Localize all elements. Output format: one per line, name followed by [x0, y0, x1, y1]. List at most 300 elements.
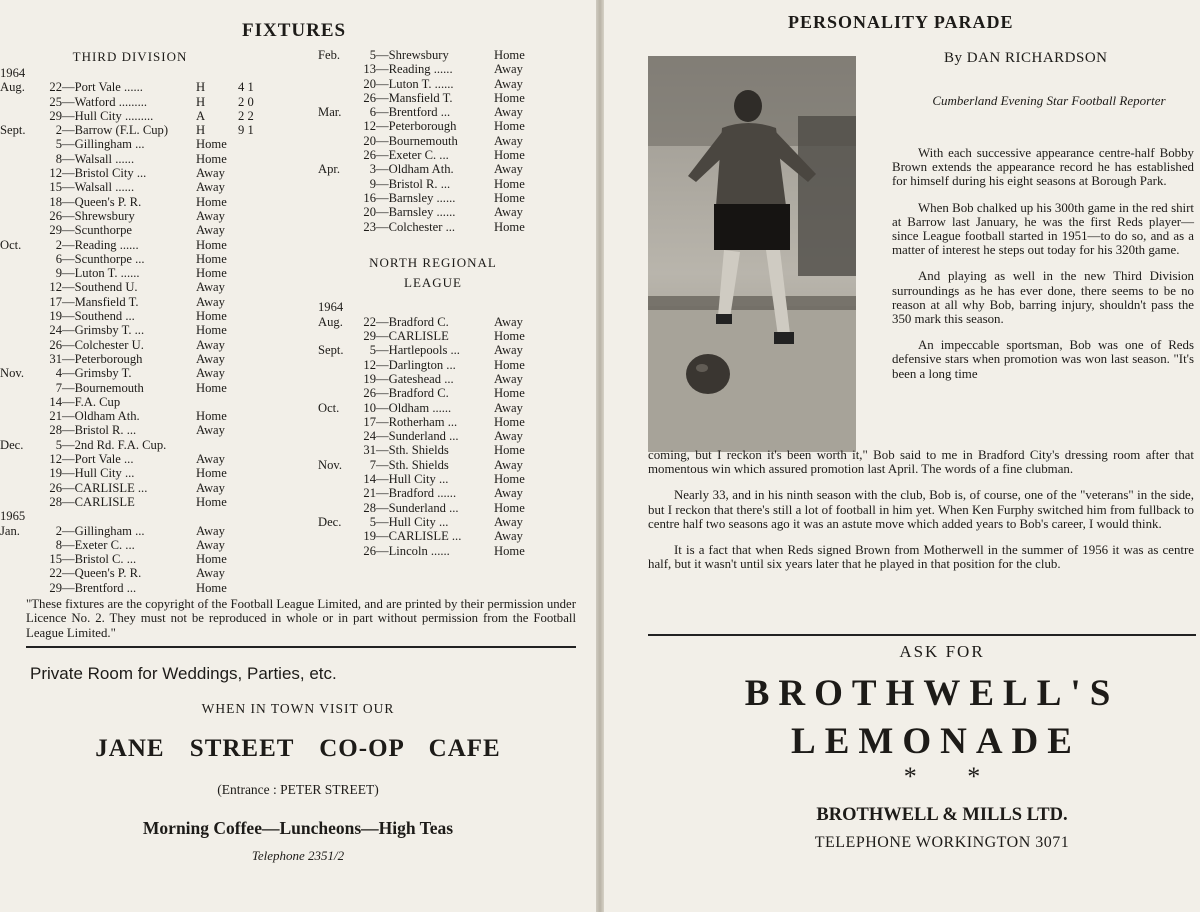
fixture-month — [318, 205, 354, 219]
fixture-month: Dec. — [318, 514, 342, 529]
fixture-row — [318, 486, 558, 500]
fixture-row — [0, 123, 300, 137]
fixture-venue: Home — [494, 48, 525, 62]
fixture-month — [0, 152, 36, 166]
fixture-result — [238, 538, 298, 552]
fixture-opponent: —Bristol R. ... — [376, 176, 451, 191]
fixture-opponent: —Hull City ... — [376, 514, 449, 529]
fixture-month — [318, 415, 354, 429]
fixture-venue: Away — [494, 162, 523, 177]
fixture-day: 12 — [363, 119, 376, 134]
fixture-opponent: —Queen's P. R. — [62, 566, 142, 581]
article-title: PERSONALITY PARADE — [788, 12, 1014, 32]
fixture-month — [0, 252, 36, 266]
fixture-opponent: —Exeter C. ... — [62, 537, 135, 552]
north-regional-list — [318, 300, 558, 557]
fixture-venue — [196, 438, 234, 452]
fixture-venue: Away — [196, 423, 225, 438]
left-page — [0, 0, 596, 912]
fixture-row — [0, 195, 300, 209]
fixture-row — [318, 48, 558, 62]
fixture-opponent: —Peterborough — [376, 119, 457, 134]
fixture-row — [318, 220, 558, 234]
fixture-day: 31 — [363, 443, 376, 458]
fixture-month: Dec. — [0, 437, 24, 452]
fixture-opponent: —Rotherham ... — [376, 414, 458, 429]
fixture-result — [238, 66, 298, 80]
fixture-row — [318, 77, 558, 91]
fixture-row — [318, 119, 558, 133]
fixture-month — [0, 195, 36, 209]
fixture-opponent: —Bradford C. — [376, 314, 449, 329]
fixture-opponent: —Gateshead ... — [376, 371, 454, 386]
fixture-row — [318, 177, 558, 191]
fixture-result — [238, 509, 298, 523]
fixture-row — [318, 148, 558, 162]
fixture-venue: Away — [196, 180, 225, 195]
divider-rule-right — [648, 634, 1196, 636]
fixture-month: 1964 — [318, 300, 344, 315]
fixture-day: 22 — [49, 566, 62, 581]
fixture-result — [238, 180, 298, 194]
fixture-row — [0, 295, 300, 309]
fixture-result — [238, 524, 298, 538]
fixture-venue — [494, 300, 538, 314]
fixture-month — [0, 352, 36, 366]
fixture-opponent: —CARLISLE ... — [62, 480, 148, 495]
fixture-row — [0, 423, 300, 437]
fixture-month — [0, 323, 36, 337]
fixture-opponent: —Bournemouth — [62, 380, 144, 395]
fixture-venue: Away — [196, 166, 225, 181]
fixture-opponent: —CARLISLE ... — [376, 529, 462, 544]
fixture-row — [318, 358, 558, 372]
fixture-day: 28 — [49, 494, 62, 509]
fixture-venue: Home — [494, 543, 525, 558]
fixture-day: 19 — [49, 466, 62, 481]
fixture-row — [0, 538, 300, 552]
fixture-venue: Home — [494, 443, 525, 458]
fixture-opponent: —Gillingham ... — [62, 137, 145, 152]
fixture-row — [318, 62, 558, 76]
fixture-result: 2 0 — [238, 94, 254, 109]
fixture-opponent: —Brentford ... — [376, 105, 451, 120]
fixture-result — [238, 195, 298, 209]
fixture-result — [238, 223, 298, 237]
fixture-venue — [196, 66, 234, 80]
fixture-opponent: —Exeter C. ... — [376, 148, 449, 163]
spring-fixtures-column — [318, 48, 558, 558]
fixture-venue: Away — [494, 457, 523, 472]
fixture-day: 28 — [363, 500, 376, 515]
fixture-opponent: —Grimsby T. — [62, 366, 132, 381]
player-photo — [648, 56, 856, 452]
fixture-month — [0, 137, 36, 151]
fixture-day — [354, 300, 376, 314]
fixture-day: 15 — [49, 180, 62, 195]
fixture-venue: Away — [494, 514, 523, 529]
fixture-venue: Away — [494, 429, 523, 444]
fixture-row — [0, 223, 300, 237]
fixture-day: 6 — [55, 251, 62, 266]
fixture-day: 9 — [369, 176, 376, 191]
fixture-day: 29 — [49, 223, 62, 238]
fixture-day: 17 — [363, 414, 376, 429]
fixture-venue: Home — [196, 266, 227, 281]
fixture-day: 8 — [55, 537, 62, 552]
fixture-venue: Away — [494, 105, 523, 120]
fixture-opponent — [62, 66, 196, 80]
fixture-opponent: —Luton T. ...... — [62, 266, 140, 281]
fixture-opponent — [376, 300, 494, 314]
fixture-day: 29 — [49, 108, 62, 123]
fixture-row — [318, 91, 558, 105]
fixture-row — [0, 280, 300, 294]
fixture-row — [0, 381, 300, 395]
company-name: BROTHWELL & MILLS LTD. — [816, 805, 1068, 825]
fixture-row — [318, 515, 558, 529]
fixture-row — [318, 472, 558, 486]
fixture-row — [318, 386, 558, 400]
fixture-row — [0, 566, 300, 580]
fixture-opponent: —Colchester ... — [376, 219, 456, 234]
fixture-day: 5 — [369, 514, 376, 529]
fixture-result — [238, 280, 298, 294]
fixture-row — [318, 343, 558, 357]
fixture-result — [238, 152, 298, 166]
fixture-venue: Home — [494, 219, 525, 234]
fixture-row — [0, 509, 300, 523]
fixture-row — [0, 309, 300, 323]
fixture-day: 24 — [363, 429, 376, 444]
fixture-result: 2 2 — [238, 108, 254, 123]
fixture-opponent: —Peterborough — [62, 351, 143, 366]
fixture-month — [0, 423, 36, 437]
fixture-opponent: —Sth. Shields — [376, 457, 449, 472]
fixture-result — [238, 409, 298, 423]
fixture-venue: Away — [494, 529, 523, 544]
fixture-month: Oct. — [0, 237, 22, 252]
fixture-row — [0, 266, 300, 280]
fixture-day: 18 — [49, 194, 62, 209]
paragraph-1: With each successive appearance centre-half Bobby Brown extends the appearance record he has established for himself during his eight seasons at Borough Park. — [892, 146, 1194, 189]
fixture-row — [0, 409, 300, 423]
fixture-opponent: —Oldham Ath. — [62, 409, 140, 424]
fixture-venue: Home — [196, 380, 227, 395]
fixture-day: 2 — [55, 237, 62, 252]
fixture-row — [318, 544, 558, 558]
fixture-row — [318, 529, 558, 543]
fixture-venue: Away — [196, 337, 225, 352]
fixture-opponent: —Watford ......... — [62, 94, 148, 109]
spring-fixtures-list — [318, 48, 558, 234]
fixture-result — [238, 438, 298, 452]
fixture-opponent: —Scunthorpe ... — [62, 251, 145, 266]
fixture-opponent: —Shrewsbury — [376, 48, 449, 62]
fixture-venue: Away — [494, 343, 523, 358]
fixture-venue: Away — [196, 537, 225, 552]
fixture-venue: Home — [494, 414, 525, 429]
fixture-opponent: —Reading ...... — [62, 237, 139, 252]
fixture-month — [318, 177, 354, 191]
fixture-row — [0, 581, 300, 595]
private-room-text: Private Room for Weddings, Parties, etc. — [30, 664, 337, 683]
fixture-month — [318, 372, 354, 386]
fixture-day: 16 — [363, 190, 376, 205]
fixture-day: 5 — [369, 343, 376, 358]
fixture-venue: Away — [196, 351, 225, 366]
fixture-result — [238, 323, 298, 337]
fixture-opponent: —CARLISLE — [376, 329, 449, 344]
fixture-result — [238, 381, 298, 395]
fixture-venue: Away — [196, 523, 225, 538]
fixture-day: 10 — [363, 400, 376, 415]
fixture-opponent: —Mansfield T. — [62, 294, 139, 309]
fixture-row — [318, 443, 558, 457]
entrance-text: (Entrance : PETER STREET) — [217, 782, 379, 797]
fixture-day: 22 — [363, 314, 376, 329]
fixture-result — [238, 495, 298, 509]
fixture-month: Sept. — [318, 343, 344, 358]
fixture-month — [318, 220, 354, 234]
fixture-day — [36, 66, 62, 80]
fixture-result — [238, 137, 298, 151]
meals-text: Morning Coffee—Luncheons—High Teas — [142, 818, 454, 838]
fixture-venue: Home — [494, 500, 525, 515]
fixture-day: 15 — [49, 552, 62, 567]
fixture-opponent: —Bournemouth — [376, 133, 458, 148]
fixture-opponent: —Luton T. ...... — [376, 76, 454, 91]
fixture-row — [318, 205, 558, 219]
fixture-opponent: —Bradford ...... — [376, 486, 457, 501]
fixture-month — [0, 166, 36, 180]
fixture-day: 26 — [363, 148, 376, 163]
fixture-day: 20 — [363, 76, 376, 91]
fixture-row — [0, 495, 300, 509]
fixture-day: 12 — [363, 357, 376, 372]
fixture-row — [0, 137, 300, 151]
fixture-result — [238, 252, 298, 266]
company-telephone: TELEPHONE WORKINGTON 3071 — [814, 834, 1070, 851]
fixture-venue: Away — [196, 294, 225, 309]
fixture-opponent: —Oldham Ath. — [376, 162, 454, 177]
fixture-result — [238, 581, 298, 595]
fixture-day: 17 — [49, 294, 62, 309]
fixture-day: 20 — [363, 133, 376, 148]
paragraph-4-start: An impeccable sportsman, Bob was one of Reds defensive stars when promotion was won last season. "It's been a long time — [892, 338, 1194, 381]
visit-text: WHEN IN TOWN VISIT OUR — [201, 701, 395, 716]
fixture-month — [318, 529, 354, 543]
fixture-day: 21 — [363, 486, 376, 501]
fixture-month — [0, 495, 36, 509]
fixture-day: 14 — [363, 472, 376, 487]
fixture-row — [0, 66, 300, 80]
fixture-venue: Home — [494, 357, 525, 372]
fixture-result — [238, 295, 298, 309]
fixture-month — [0, 552, 36, 566]
fixture-month: Oct. — [318, 400, 340, 415]
fixture-venue: Away — [494, 205, 523, 220]
fixture-opponent: —Port Vale ...... — [62, 80, 143, 95]
fixture-month — [0, 452, 36, 466]
fixture-venue: Away — [494, 314, 523, 329]
fixture-month: Nov. — [0, 366, 25, 381]
page-gutter — [596, 0, 604, 912]
fixture-month — [318, 91, 354, 105]
fixture-day: 9 — [55, 266, 62, 281]
fixture-result — [238, 452, 298, 466]
fixture-opponent: —Sunderland ... — [376, 500, 459, 515]
fixture-venue: H — [196, 80, 206, 95]
fixture-day: 14 — [49, 394, 62, 409]
fixture-day: 26 — [49, 337, 62, 352]
fixture-opponent: —Sth. Shields — [376, 443, 449, 458]
fixture-result — [238, 352, 298, 366]
fixture-day: 26 — [49, 208, 62, 223]
fixture-venue: Home — [494, 119, 525, 134]
fixture-month — [0, 481, 36, 495]
fixture-result — [238, 566, 298, 580]
fixture-opponent: —Lincoln ...... — [376, 543, 450, 558]
fixture-venue: Away — [196, 280, 225, 295]
fixture-month — [318, 329, 354, 343]
fixture-row — [0, 166, 300, 180]
fixture-row — [318, 315, 558, 329]
fixture-month: Feb. — [318, 48, 341, 62]
fixture-opponent: —Bristol R. ... — [62, 423, 137, 438]
fixture-month — [0, 566, 36, 580]
fixture-venue: Away — [494, 133, 523, 148]
fixture-venue — [196, 395, 234, 409]
fixture-result — [238, 166, 298, 180]
fixture-day: 4 — [55, 366, 62, 381]
right-page — [604, 0, 1200, 912]
paragraph-2: When Bob chalked up his 300th game in the red shirt at Barrow last January, he was the first Reds player—since League football started in 1951—to do so, and as a matter of interest he steps out today for his 320th game. — [892, 200, 1194, 258]
fixture-opponent: —Bristol C. ... — [62, 552, 137, 567]
fixture-month — [318, 544, 354, 558]
fixture-opponent: —Barnsley ...... — [376, 190, 456, 205]
fixture-venue: Away — [494, 76, 523, 91]
fixture-result — [238, 466, 298, 480]
fixture-venue: Away — [196, 480, 225, 495]
fixture-result — [238, 309, 298, 323]
fixture-day: 2 — [55, 123, 62, 138]
fixture-month — [0, 223, 36, 237]
fixture-opponent: —Grimsby T. ... — [62, 323, 145, 338]
fixture-opponent: —Sunderland ... — [376, 429, 459, 444]
fixture-month — [318, 62, 354, 76]
fixture-day: 12 — [49, 452, 62, 467]
fixture-month: Nov. — [318, 457, 343, 472]
fixture-day: 5 — [55, 137, 62, 152]
fixture-row — [318, 372, 558, 386]
fixture-day: 5 — [55, 437, 62, 452]
fixture-month — [318, 472, 354, 486]
fixture-day: 29 — [363, 329, 376, 344]
fixture-row — [0, 80, 300, 94]
fixture-month — [318, 486, 354, 500]
fixture-row — [318, 300, 558, 314]
fixture-opponent: —Southend ... — [62, 309, 135, 324]
fixture-venue: Home — [196, 466, 227, 481]
fixture-venue: Away — [196, 208, 225, 223]
fixture-month — [318, 429, 354, 443]
fixture-opponent: —Port Vale ... — [62, 452, 134, 467]
fixture-venue: Away — [196, 366, 225, 381]
fixture-venue: H — [196, 94, 206, 109]
fixture-result — [238, 395, 298, 409]
fixture-month — [0, 581, 36, 595]
copyright-notice: "These fixtures are the copyright of the Football League Limited, and are printed by their permission under Licence No. 2. They must not be reproduced in whole or in part without permission from the Football League Limited." — [26, 597, 576, 640]
fixture-opponent: —Reading ...... — [376, 62, 453, 77]
fixture-day: 24 — [49, 323, 62, 338]
fixture-month — [318, 358, 354, 372]
fixture-day: 7 — [55, 380, 62, 395]
fixtures-title: FIXTURES — [242, 20, 347, 41]
fixture-row — [0, 95, 300, 109]
fixture-month — [318, 77, 354, 91]
fixture-venue: Home — [196, 552, 227, 567]
fixture-row — [0, 152, 300, 166]
north-regional-heading: NORTH REGIONAL — [369, 254, 497, 270]
fixture-venue — [196, 509, 234, 523]
fixture-row — [0, 209, 300, 223]
fixture-venue: A — [196, 108, 206, 123]
fixture-row — [0, 452, 300, 466]
third-division-column — [0, 50, 300, 595]
fixture-opponent: —Barrow (F.L. Cup) — [62, 123, 169, 138]
fixture-row — [318, 162, 558, 176]
fixture-month — [318, 386, 354, 400]
fixture-day: 26 — [363, 386, 376, 401]
fixture-venue: Home — [196, 137, 227, 152]
brand-line-2: LEMONADE — [791, 721, 1081, 762]
fixture-venue: Away — [494, 62, 523, 77]
fixture-month — [0, 295, 36, 309]
fixture-opponent: —Walsall ...... — [62, 151, 135, 166]
fixture-opponent: —CARLISLE — [62, 494, 135, 509]
fixture-opponent: —Queen's P. R. — [62, 194, 142, 209]
fixture-month — [0, 395, 36, 409]
fixture-opponent: —Darlington ... — [376, 357, 456, 372]
fixture-venue: Home — [494, 90, 525, 105]
fixture-opponent: —Barnsley ...... — [376, 205, 456, 220]
fixture-venue: Home — [494, 472, 525, 487]
fixture-month — [0, 266, 36, 280]
fixture-day: 6 — [369, 105, 376, 120]
ask-for-text: ASK FOR — [899, 642, 985, 661]
fixture-day: 12 — [49, 280, 62, 295]
fixture-day: 23 — [363, 219, 376, 234]
fixture-opponent: —Mansfield T. — [376, 90, 453, 105]
fixture-day: 2 — [55, 523, 62, 538]
fixture-result: 9 1 — [238, 123, 254, 138]
fixture-day: 26 — [363, 90, 376, 105]
fixture-result — [238, 366, 298, 380]
fixture-row — [0, 366, 300, 380]
cafe-telephone: Telephone 2351/2 — [251, 848, 345, 863]
fixture-venue: Home — [494, 176, 525, 191]
fixture-opponent: —Brentford ... — [62, 580, 137, 595]
fixture-venue: Home — [196, 494, 227, 509]
fixture-day: 21 — [49, 409, 62, 424]
fixture-venue: Away — [196, 566, 225, 581]
fixture-row — [318, 401, 558, 415]
fixture-row — [0, 524, 300, 538]
fixture-venue: Home — [196, 309, 227, 324]
fixture-result — [238, 481, 298, 495]
fixture-month: Mar. — [318, 105, 342, 120]
